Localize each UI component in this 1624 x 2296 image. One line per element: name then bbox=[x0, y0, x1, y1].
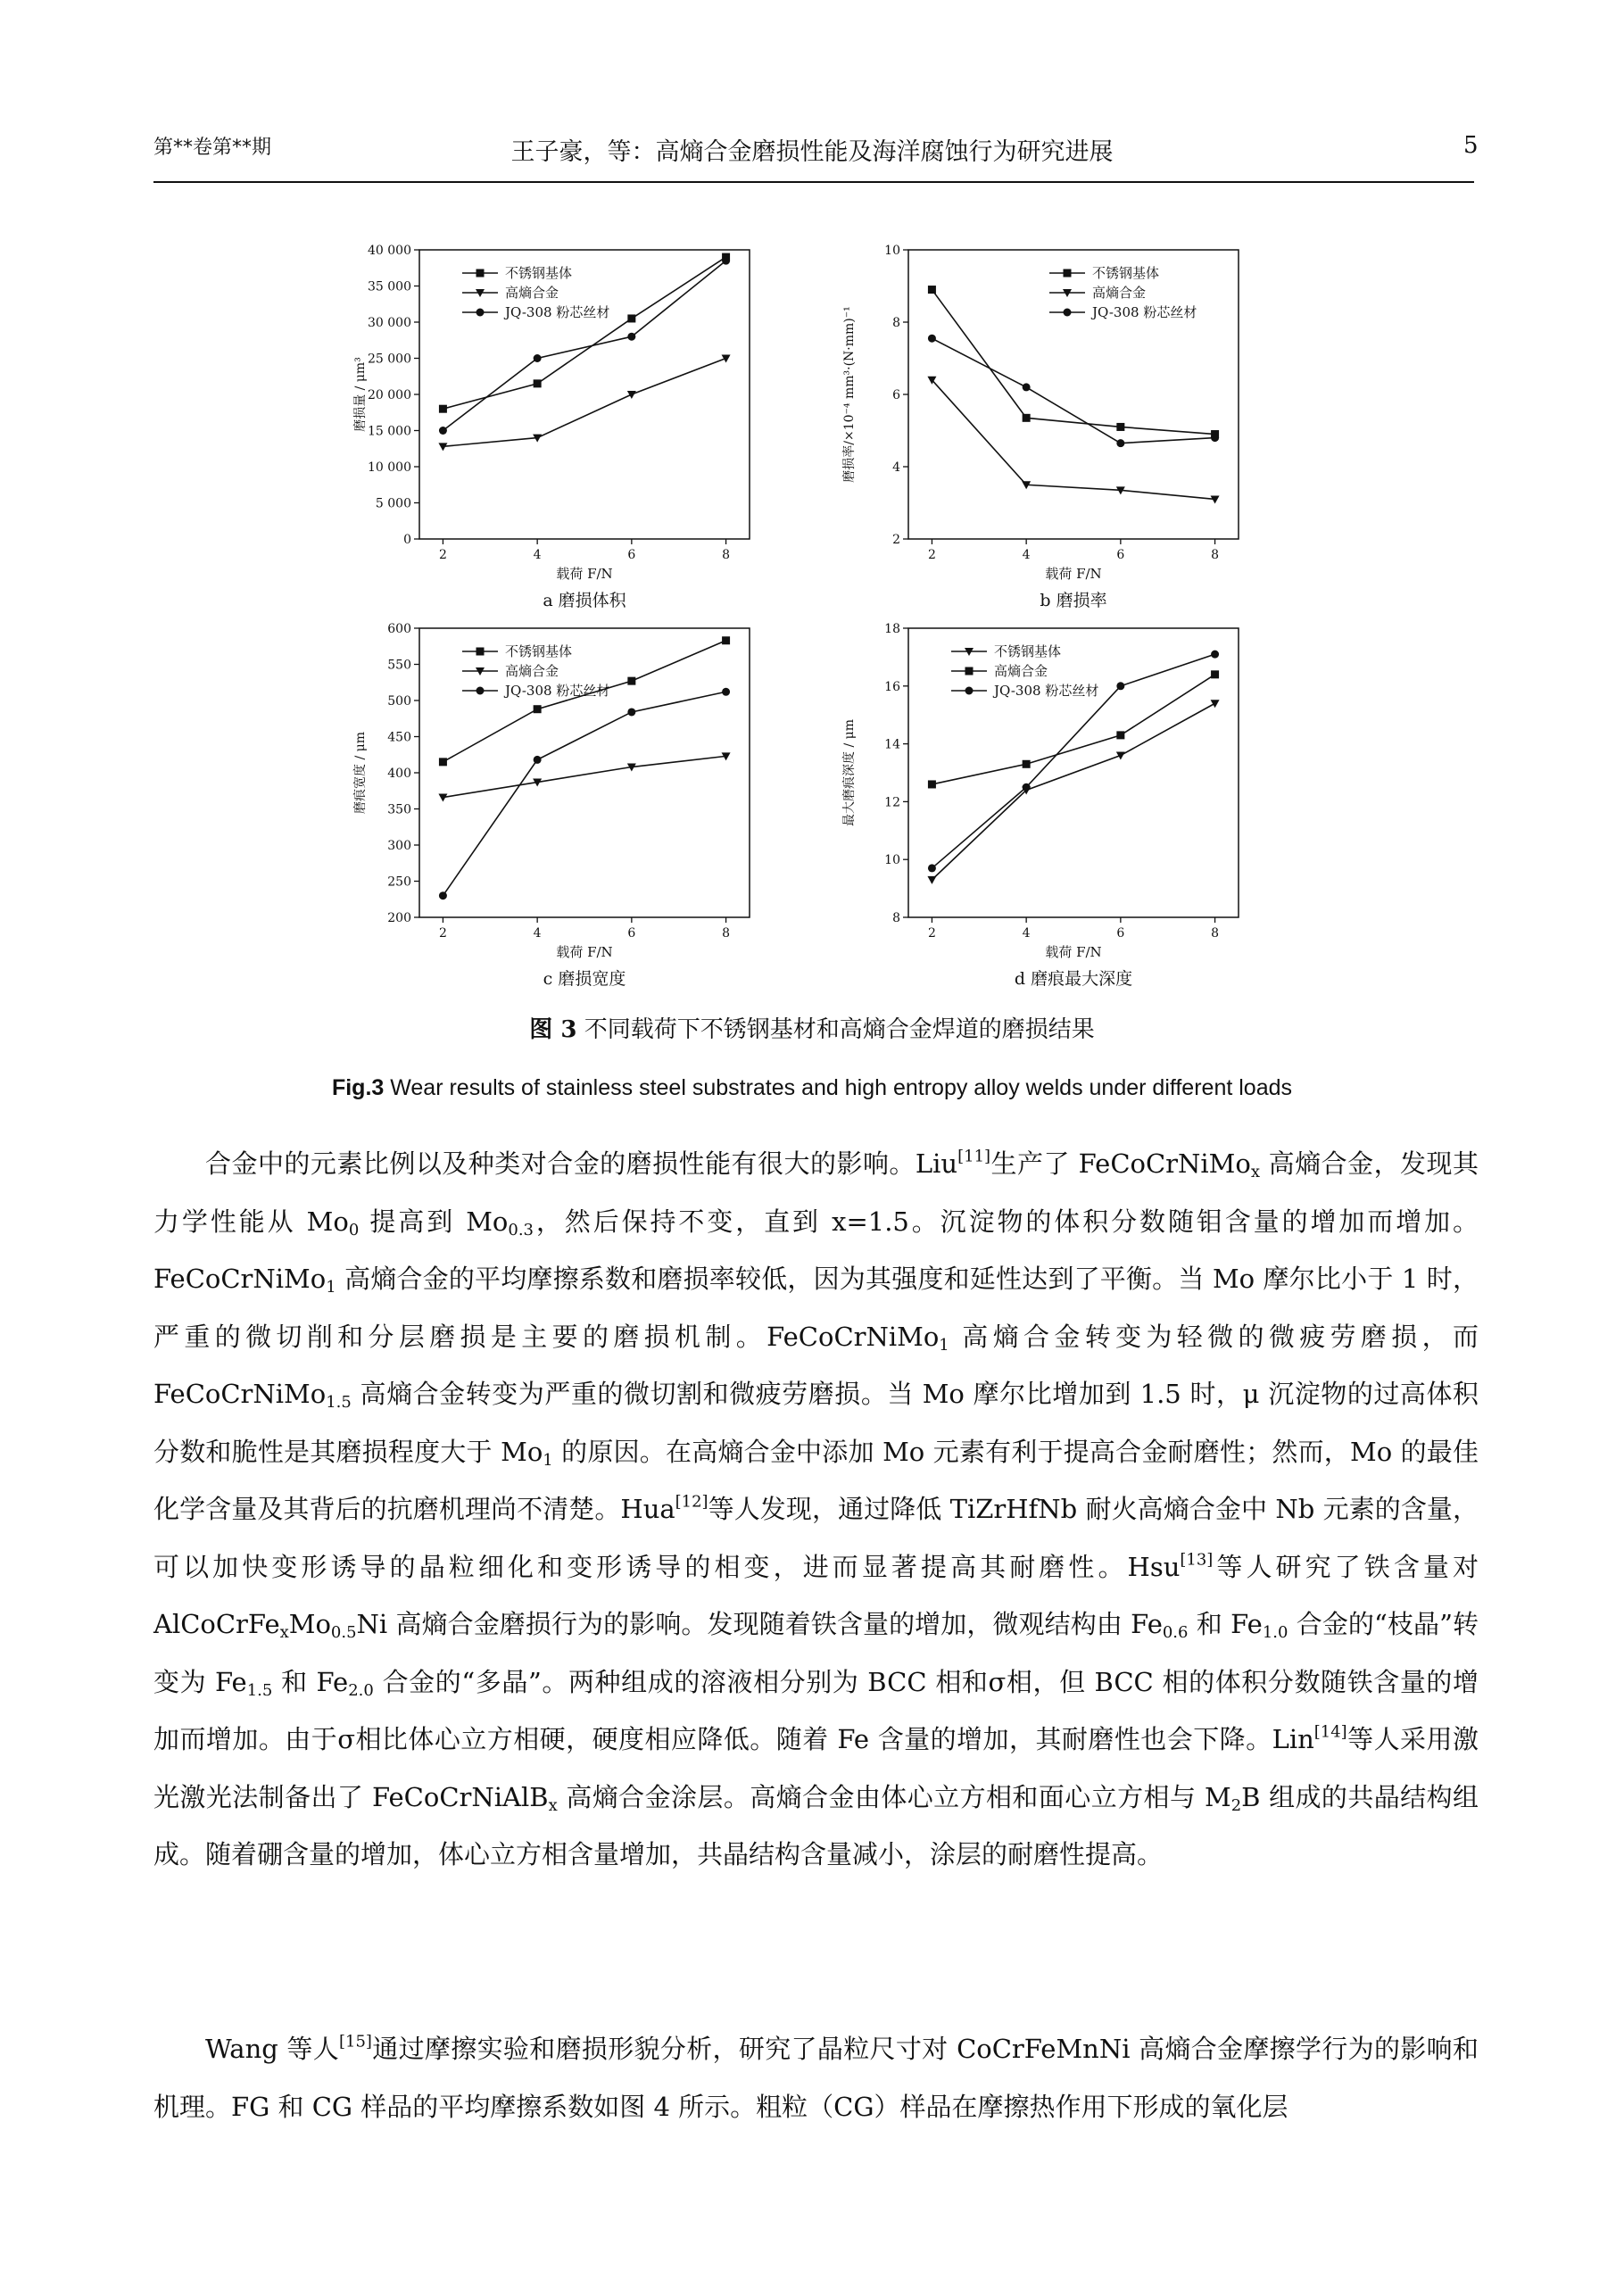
data-point bbox=[439, 891, 447, 899]
chart-panel-d bbox=[819, 618, 1301, 996]
data-point bbox=[627, 391, 636, 399]
legend-label: JQ-308 粉芯丝材 bbox=[505, 304, 610, 320]
legend-marker bbox=[476, 269, 485, 278]
y-tick-label: 400 bbox=[387, 767, 411, 781]
y-tick-label: 35 000 bbox=[368, 279, 411, 294]
x-tick-label: 4 bbox=[1022, 548, 1031, 562]
y-axis-label: 磨痕宽度 / μm bbox=[353, 732, 368, 814]
x-tick-label: 6 bbox=[1116, 548, 1125, 562]
x-tick-label: 2 bbox=[927, 926, 936, 941]
x-tick-label: 8 bbox=[1211, 548, 1220, 562]
data-point bbox=[534, 354, 542, 362]
data-point bbox=[1116, 439, 1124, 447]
y-tick-label: 500 bbox=[387, 694, 411, 709]
data-point bbox=[928, 335, 936, 343]
x-tick-label: 8 bbox=[722, 548, 731, 562]
panel-title: d 磨痕最大深度 bbox=[1014, 969, 1133, 989]
y-tick-label: 6 bbox=[892, 388, 900, 402]
panel-title: c 磨损宽度 bbox=[543, 969, 626, 989]
x-tick-label: 8 bbox=[1211, 926, 1220, 941]
legend-marker bbox=[476, 648, 485, 656]
data-point bbox=[534, 756, 542, 764]
y-axis-label: 磨损量 / μm³ bbox=[353, 357, 368, 432]
y-tick-label: 10 bbox=[884, 853, 900, 868]
y-tick-label: 10 bbox=[884, 244, 900, 258]
data-point bbox=[439, 405, 447, 413]
x-tick-label: 6 bbox=[627, 926, 636, 941]
figure-caption-en-label: Fig.3 bbox=[331, 1075, 385, 1100]
data-point bbox=[1211, 700, 1220, 708]
data-point bbox=[722, 636, 730, 644]
y-tick-label: 10 000 bbox=[368, 460, 411, 475]
legend-label: JQ-308 粉芯丝材 bbox=[994, 683, 1099, 699]
y-tick-label: 5 000 bbox=[375, 496, 411, 511]
data-point bbox=[1023, 414, 1031, 422]
y-tick-label: 300 bbox=[387, 839, 411, 853]
figure-caption-en-text: Wear results of stainless steel substrates and high entropy alloy welds under different loads bbox=[384, 1075, 1293, 1100]
data-point bbox=[928, 864, 936, 872]
data-point bbox=[1023, 760, 1031, 768]
y-axis-label: 最大磨痕深度 / μm bbox=[842, 719, 857, 826]
legend-marker bbox=[965, 687, 974, 695]
data-point bbox=[1211, 495, 1220, 503]
x-tick-label: 6 bbox=[627, 548, 636, 562]
legend-label: 不锈钢基体 bbox=[505, 265, 573, 281]
data-point bbox=[438, 443, 447, 451]
data-point bbox=[627, 333, 635, 341]
y-tick-label: 0 bbox=[403, 533, 411, 547]
panel-title: a 磨损体积 bbox=[543, 591, 626, 610]
figure-caption-zh-text: 不同载荷下不锈钢基材和高熵合金焊道的磨损结果 bbox=[576, 1016, 1095, 1043]
y-tick-label: 20 000 bbox=[368, 388, 411, 402]
chart-panel-a bbox=[330, 239, 812, 618]
legend-label: 高熵合金 bbox=[505, 663, 559, 679]
x-axis-label: 载荷 F/N bbox=[556, 566, 613, 582]
y-tick-label: 18 bbox=[884, 622, 900, 636]
x-tick-label: 2 bbox=[438, 548, 447, 562]
legend-label: 高熵合金 bbox=[1092, 285, 1147, 301]
data-point bbox=[439, 758, 447, 766]
data-point bbox=[1211, 651, 1219, 659]
x-axis-label: 载荷 F/N bbox=[1045, 566, 1102, 582]
x-tick-label: 2 bbox=[927, 548, 936, 562]
data-point bbox=[722, 688, 730, 696]
data-point bbox=[438, 794, 447, 802]
data-point bbox=[1023, 383, 1031, 391]
legend-label: 不锈钢基体 bbox=[1092, 265, 1160, 281]
legend-marker bbox=[965, 667, 974, 676]
series-line bbox=[443, 257, 725, 409]
body-paragraph-2: Wang 等人[15]通过摩擦实验和磨损形貌分析，研究了晶粒尺寸对 CoCrFeMnNi 高熵合金摩擦学行为的影响和机理。FG 和 CG 样品的平均摩擦系数如图 4 所示。粗粒（CG）样品在摩擦热作用下形成的氧化层 bbox=[153, 2032, 1479, 2122]
y-tick-label: 40 000 bbox=[368, 244, 411, 258]
y-tick-label: 25 000 bbox=[368, 352, 411, 367]
y-tick-label: 8 bbox=[892, 316, 900, 330]
y-tick-label: 12 bbox=[884, 795, 900, 810]
panel-title: b 磨损率 bbox=[1040, 591, 1107, 610]
y-tick-label: 2 bbox=[892, 533, 900, 547]
chart-panel-b bbox=[819, 239, 1301, 618]
figure-caption-zh bbox=[0, 1011, 1624, 1044]
data-point bbox=[1116, 682, 1124, 690]
y-tick-label: 16 bbox=[884, 679, 900, 694]
x-tick-label: 4 bbox=[533, 926, 542, 941]
data-point bbox=[1116, 423, 1124, 431]
y-tick-label: 600 bbox=[387, 622, 411, 636]
x-tick-label: 4 bbox=[1022, 926, 1031, 941]
data-point bbox=[1211, 670, 1219, 678]
y-tick-label: 550 bbox=[387, 658, 411, 673]
figure-caption-en bbox=[0, 1075, 1624, 1101]
legend-label: 不锈钢基体 bbox=[505, 643, 573, 659]
series-line bbox=[443, 359, 725, 447]
legend-label: JQ-308 粉芯丝材 bbox=[505, 683, 610, 699]
data-point bbox=[534, 705, 542, 713]
y-tick-label: 4 bbox=[892, 460, 900, 475]
y-tick-label: 200 bbox=[387, 911, 411, 925]
chart-a bbox=[330, 239, 812, 614]
legend-marker bbox=[476, 309, 485, 317]
y-tick-label: 250 bbox=[387, 874, 411, 890]
data-point bbox=[1211, 434, 1219, 442]
data-point bbox=[927, 876, 936, 884]
series-line bbox=[443, 261, 725, 430]
legend-label: 高熵合金 bbox=[994, 663, 1048, 679]
data-point bbox=[627, 708, 635, 716]
y-axis-label: 磨损率/×10⁻⁴ mm³·(N·mm)⁻¹ bbox=[842, 306, 857, 483]
data-point bbox=[1116, 731, 1124, 739]
legend-label: 高熵合金 bbox=[505, 285, 559, 301]
x-tick-label: 8 bbox=[722, 926, 731, 941]
legend-marker bbox=[476, 687, 485, 695]
data-point bbox=[1023, 783, 1031, 792]
legend-label: JQ-308 粉芯丝材 bbox=[1092, 304, 1197, 320]
y-tick-label: 14 bbox=[884, 737, 900, 752]
data-point bbox=[439, 427, 447, 435]
legend-label: 不锈钢基体 bbox=[994, 643, 1062, 659]
x-tick-label: 2 bbox=[438, 926, 447, 941]
journal-volume-issue: 第**卷第**期 bbox=[153, 137, 272, 159]
y-tick-label: 450 bbox=[387, 730, 411, 745]
x-tick-label: 4 bbox=[533, 548, 542, 562]
data-point bbox=[627, 314, 635, 322]
x-tick-label: 6 bbox=[1116, 926, 1125, 941]
chart-b bbox=[819, 239, 1301, 614]
data-point bbox=[534, 379, 542, 387]
data-point bbox=[928, 780, 936, 788]
running-title: 王子豪，等：高熵合金磨损性能及海洋腐蚀行为研究进展 bbox=[510, 138, 1114, 166]
data-point bbox=[928, 286, 936, 294]
body-paragraph-1: 合金中的元素比例以及种类对合金的磨损性能有很大的影响。Liu[11]生产了 FeCoCrNiMo$_x$ 高熵合金，发现其力学性能从 $Mo_0$ 提高到 $Mo_{0.3}$，然后保持不变，直到 x=1.5。沉淀物的体积分数随钼含量的增加而增加。FeCoCrNiMo$_1$ 高熵合金的平均摩擦系数和磨损率较低，因为其强度和延性达到了平衡。当 Mo 摩尔比小于 1 时，严重的微切削和分层磨损是主要的磨损机制。FeCoCrNiMo$_1$ 高熵合金转变为轻微的微疲劳磨损，而 FeCoCrNiMo$_{1.5}$ 高熵合金转变为严重的微切割和微疲劳磨损。当 Mo 摩尔比增加到 1.5 时，μ 沉淀物的过高体积分数和脆性是其磨损程度大于 $Mo_1$ 的原因。在高熵合金中添加 Mo 元素有利于提高合金耐磨性；然而，Mo 的最佳化学含量及其背后的抗磨机理尚不清楚。Hua[12]等人发现，通过降低 TiZrHfNb 耐火高熵合金中 Nb 元素的含量，可以加快变形诱导的晶粒细化和变形诱导的相变，进而显著提高其耐磨性。Hsu[13]等人研究了铁含量对 $AlCoCrFe_xMo_{0.5}Ni$ 高熵合金磨损行为的影响。发现随着铁含量的增加，微观结构由 $Fe_{0.6}$ 和 $Fe_{1.0}$ 合金的“枝晶”转变为 $Fe_{1.5}$ 和 $Fe_{2.0}$ 合金的“多晶”。两种组成的溶液相分别为 BCC 相和σ相，但 BCC 相的体积分数随铁含量的增加而增加。由于σ相比体心立方相硬，硬度相应降低。随着 Fe 含量的增加，其耐磨性也会下降。Lin[14]等人采用激光激光法制备出了 FeCoCrNiAlB$_x$ 高熵合金涂层。高熵合金由体心立方相和面心立方相与 $M_2B$ 组成的共晶结构组成。随着硼含量的增加，体心立方相含量增加，共晶结构含量减小，涂层的耐磨性提高。 bbox=[153, 1147, 1479, 1869]
page-number: 5 bbox=[1463, 132, 1479, 159]
x-axis-label: 载荷 F/N bbox=[1045, 944, 1102, 960]
header-rule bbox=[153, 181, 1474, 183]
chart-c bbox=[330, 618, 812, 992]
chart-panel-c bbox=[330, 618, 812, 996]
data-point bbox=[722, 257, 730, 265]
series-line bbox=[443, 692, 725, 895]
y-tick-label: 30 000 bbox=[368, 316, 411, 330]
data-point bbox=[627, 677, 635, 685]
series-line bbox=[443, 756, 725, 797]
y-tick-label: 350 bbox=[387, 802, 411, 817]
y-tick-label: 8 bbox=[892, 911, 900, 925]
legend-marker bbox=[1064, 309, 1072, 317]
figure-caption-zh-label: 图 3 bbox=[529, 1016, 577, 1043]
chart-d bbox=[819, 618, 1301, 992]
legend-marker bbox=[1064, 269, 1072, 278]
series-line bbox=[932, 703, 1214, 880]
y-tick-label: 15 000 bbox=[368, 424, 411, 439]
x-axis-label: 载荷 F/N bbox=[556, 944, 613, 960]
